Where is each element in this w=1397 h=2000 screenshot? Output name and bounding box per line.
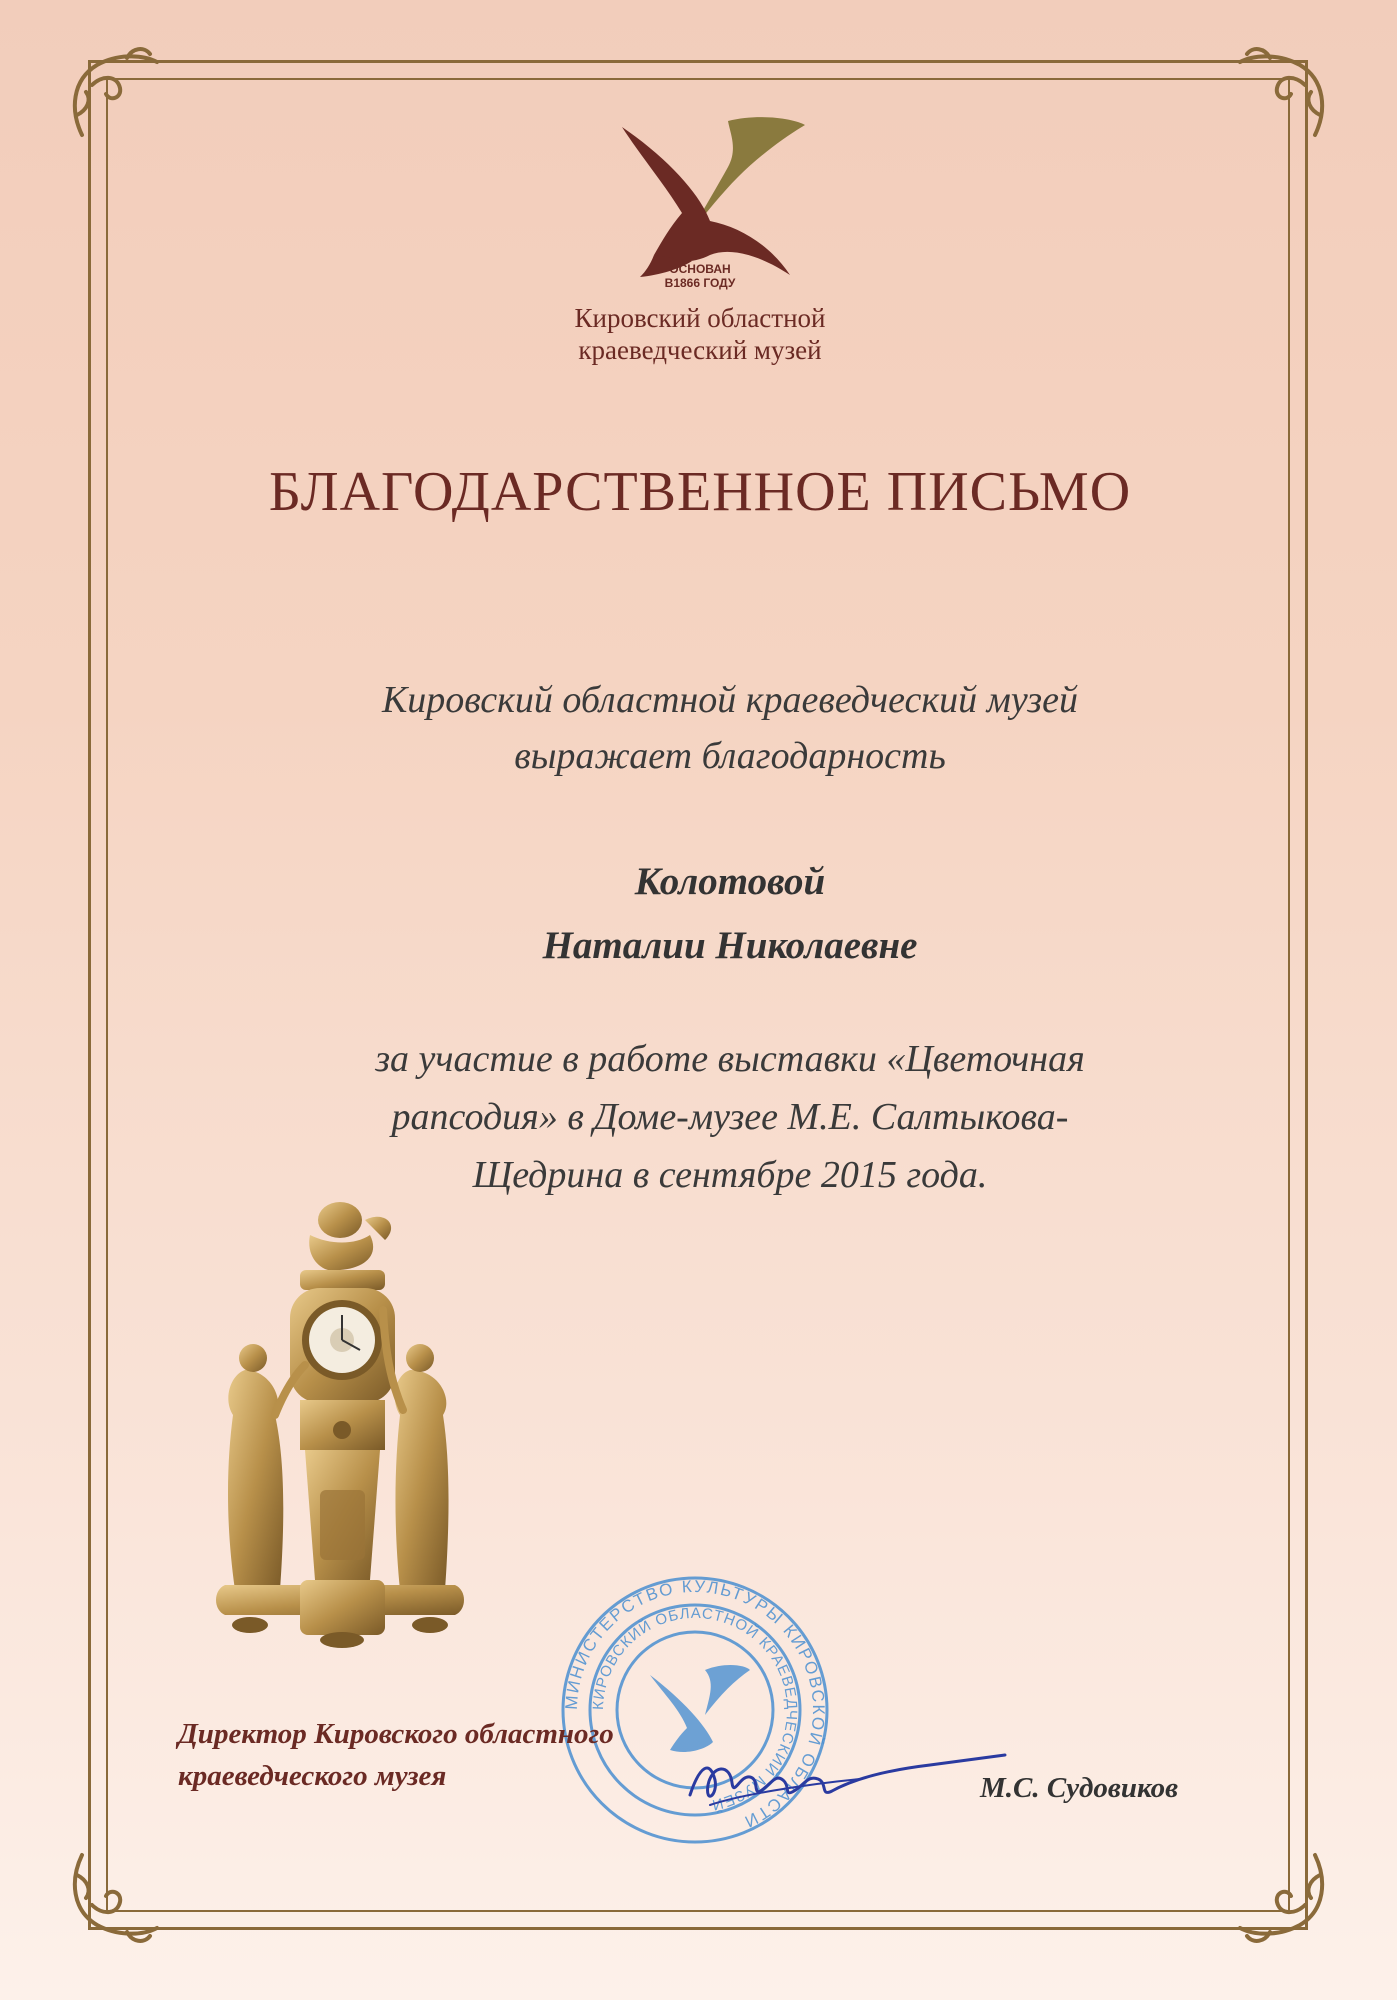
ornament-corner-icon	[62, 40, 172, 150]
reason-line: Щедрина в сентябре 2015 года.	[472, 1154, 988, 1196]
intro-line: выражает благодарность	[514, 735, 946, 777]
recipient-name	[300, 850, 1160, 978]
logo-founded-year: В1866 ГОДУ	[664, 276, 736, 290]
museum-name-line: краеведческий музей	[578, 335, 822, 365]
svg-text:КИРОВСКИЙ ОБЛАСТНОЙ КРАЕВЕДЧЕС: КИРОВСКИЙ ОБЛАСТНОЙ КРАЕВЕДЧЕСКИЙ МУЗЕЙ	[589, 1604, 801, 1814]
signer-position-line: краеведческого музея	[178, 1760, 447, 1792]
letter-title: БЛАГОДАРСТВЕННОЕ ПИСЬМО	[268, 461, 1132, 523]
logo-founded-line: ОСНОВАН	[669, 262, 731, 276]
svg-text:МИНИСТЕРСТВО КУЛЬТУРЫ КИРОВСКО: МИНИСТЕРСТВО КУЛЬТУРЫ КИРОВСКОЙ ОБЛАСТИ	[561, 1576, 829, 1832]
ornament-corner-icon	[1225, 1840, 1335, 1950]
signer-position-line: Директор Кировского областного	[178, 1718, 614, 1750]
museum-name	[450, 302, 950, 366]
signer-name: М.С. Судовиков	[980, 1772, 1179, 1804]
museum-name-line: Кировский областной	[574, 303, 826, 333]
recipient-given-names: Наталии Николаевне	[542, 924, 918, 967]
logo-founded-text	[600, 262, 800, 290]
recipient-surname: Колотовой	[634, 860, 826, 903]
reason-text	[300, 1030, 1160, 1204]
quill-bird-logo-icon	[610, 115, 810, 280]
ornament-corner-icon	[1225, 40, 1335, 150]
reason-line: рапсодия» в Доме-музее М.Е. Салтыкова-	[391, 1096, 1069, 1138]
signer-position	[178, 1713, 818, 1797]
intro-line: Кировский областной краеведческий музей	[382, 679, 1078, 721]
antique-clock-illustration	[205, 1200, 475, 1670]
ornament-corner-icon	[62, 1840, 172, 1950]
reason-line: за участие в работе выставки «Цветочная	[375, 1038, 1085, 1080]
intro-text	[300, 672, 1160, 784]
